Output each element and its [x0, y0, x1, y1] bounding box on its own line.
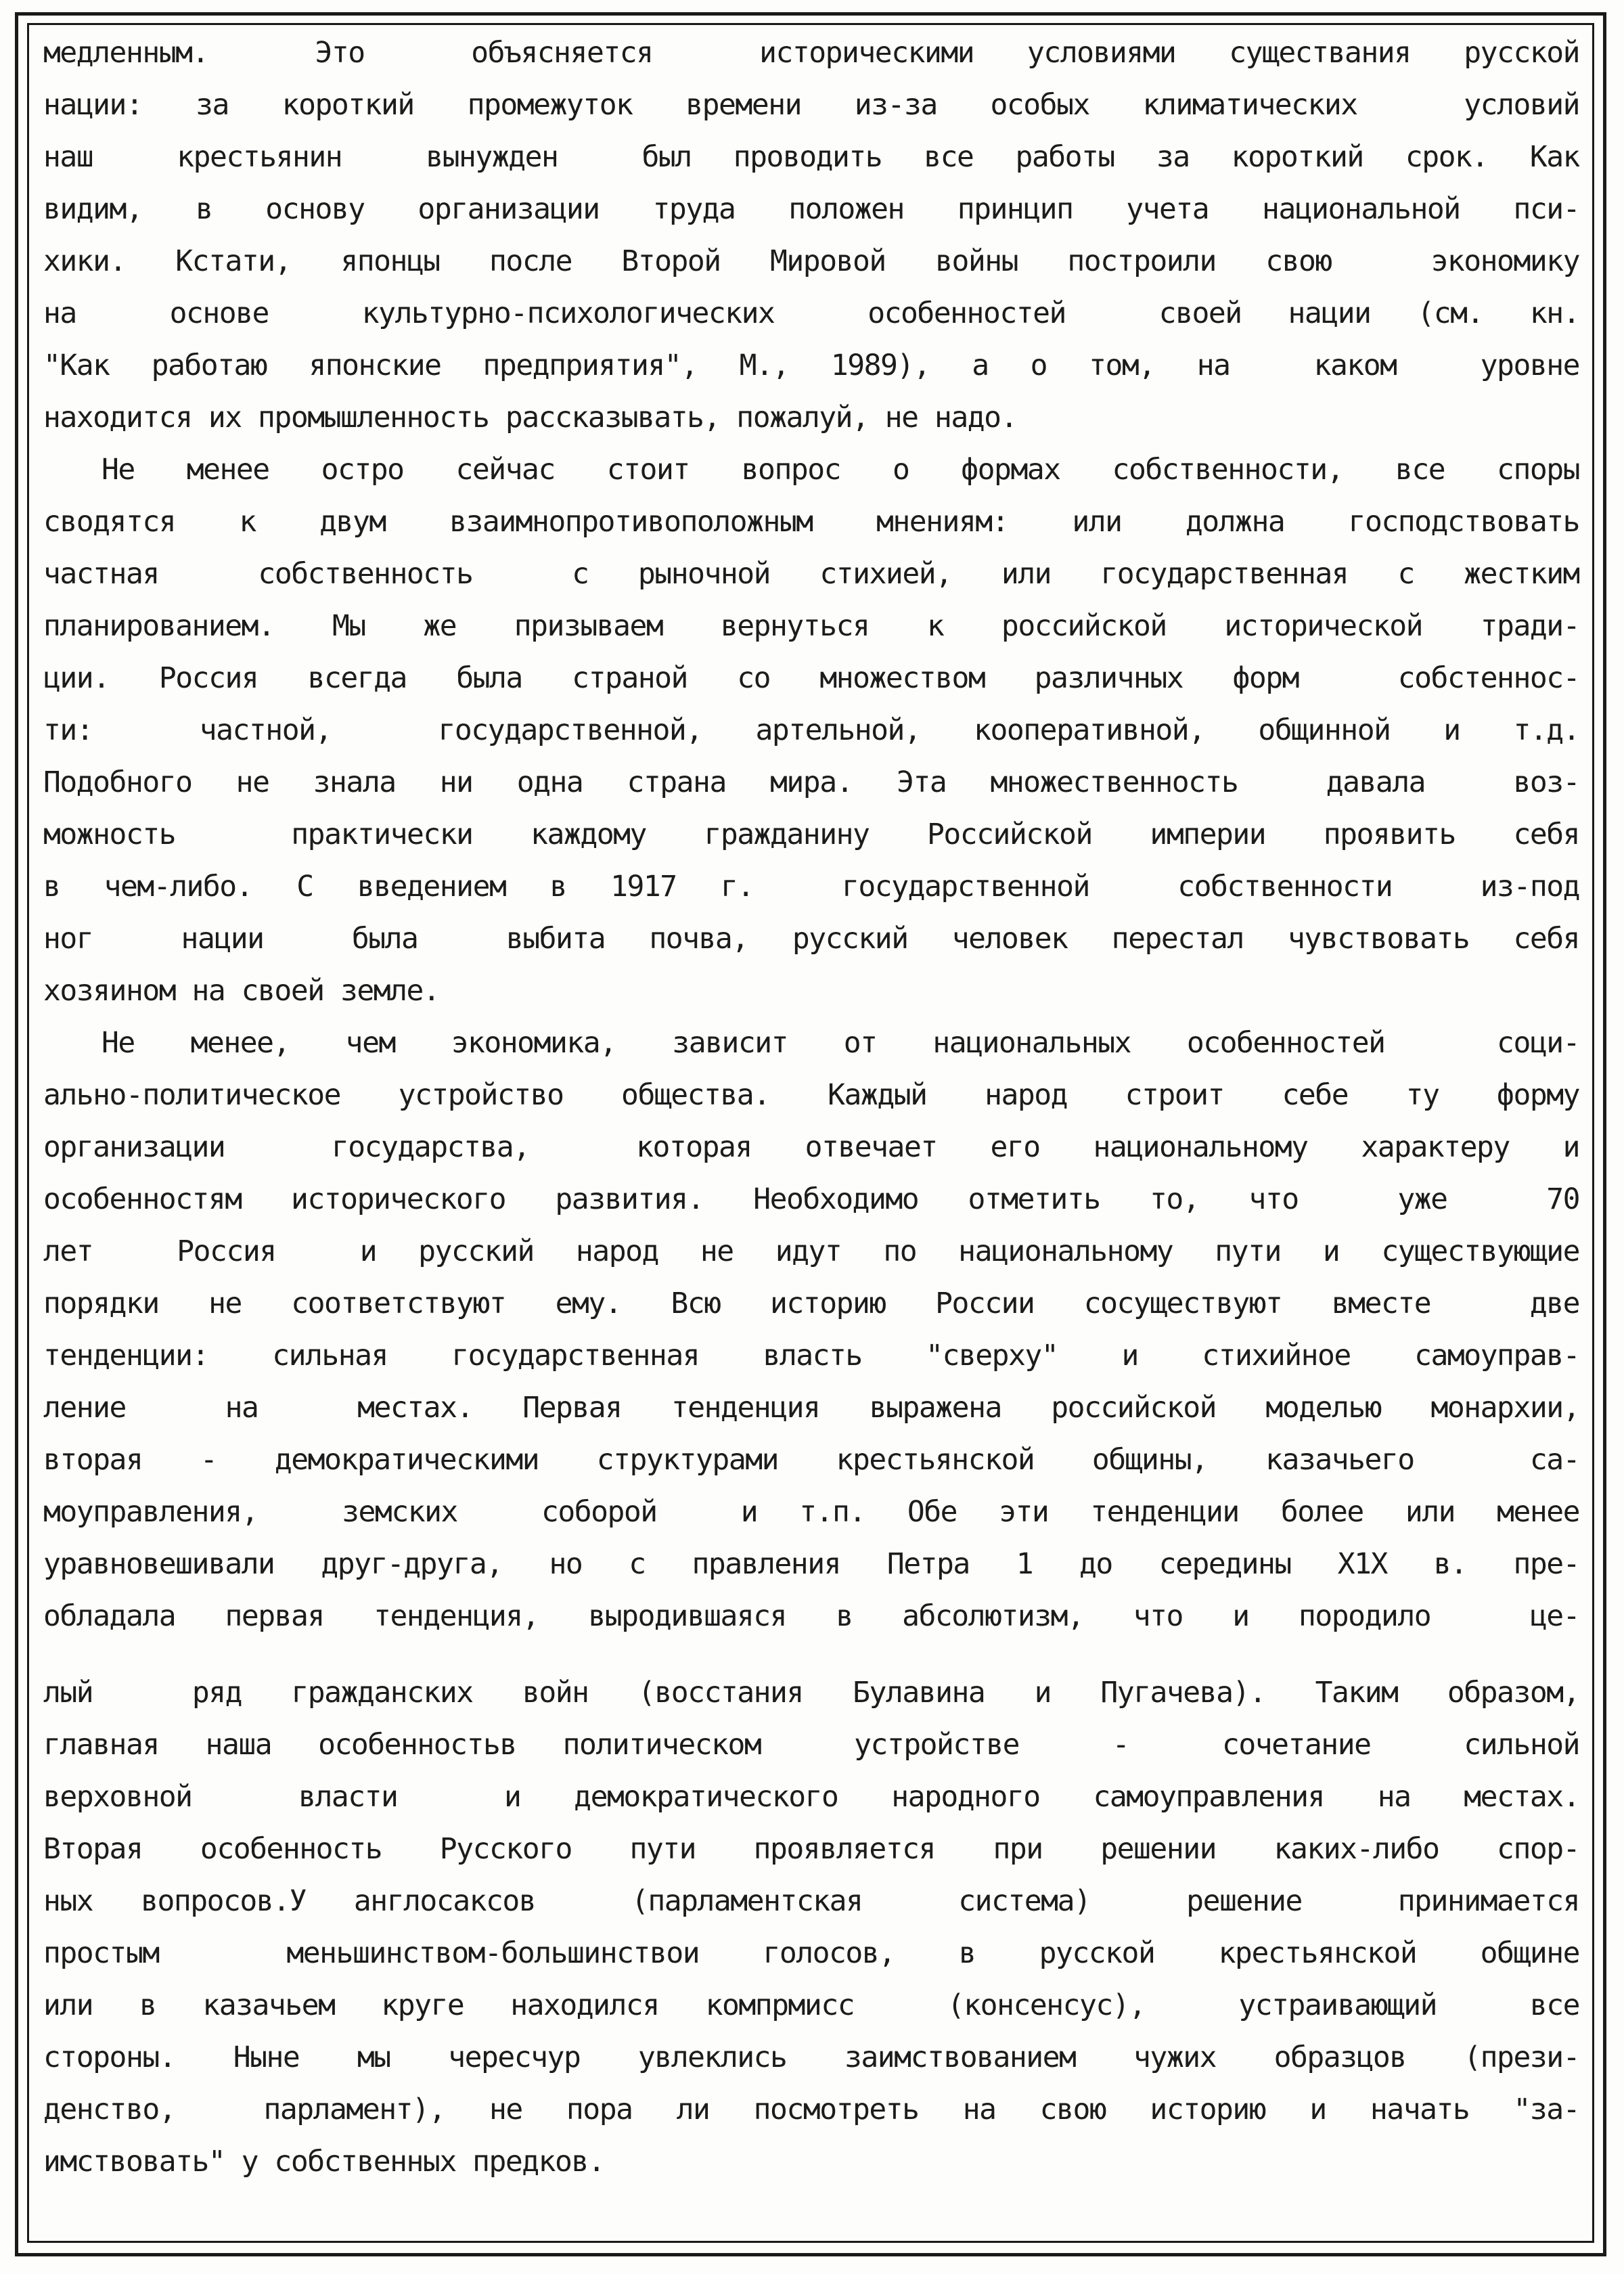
text-line: наш крестьянин вынужден был проводить все работы за короткий срок. Как: [43, 140, 1579, 174]
text-line: порядки не соответствуют ему. Всю историю России сосуществуют вместе две: [43, 1287, 1579, 1320]
text-line: на основе культурно-психологических особенностей своей нации (см. кн.: [43, 296, 1579, 330]
text-line: лый ряд гражданских войн (восстания Булавина и Пугачева). Таким образом,: [43, 1676, 1579, 1710]
text-block-lower: [43, 1667, 1579, 2188]
paragraph-start-line: Не менее остро сейчас стоит вопрос о формах собственности, все споры: [102, 453, 1579, 487]
text-line: ции. Россия всегда была страной со множеством различных форм собстеннос-: [43, 661, 1579, 695]
text-line: обладала первая тенденция, выродившаяся в абсолютизм, что и породило це-: [43, 1599, 1579, 1633]
text-line: ных вопросов.У англосаксов (парламентская система) решение принимается: [43, 1884, 1579, 1918]
text-line: денство, парламент), не пора ли посмотреть на свою историю и начать "за-: [43, 2093, 1579, 2126]
text-line: или в казачьем круге находился компрмисс (консенсус), устраивающий все: [43, 1988, 1579, 2022]
text-line: хозяином на своей земле.: [43, 974, 440, 1008]
text-line: Вторая особенность Русского пути проявляется при решении каких-либо спор-: [43, 1832, 1579, 1866]
text-line: планированием. Мы же призываем вернуться к российской исторической тради-: [43, 609, 1579, 643]
text-line: частная собственность с рыночной стихией, или государственная с жестким: [43, 557, 1579, 591]
text-line: можность практически каждому гражданину Российской империи проявить себя: [43, 818, 1579, 851]
text-line: простым меньшинством-большинствои голосов, в русской крестьянской общине: [43, 1936, 1579, 1970]
text-line: моуправления, земских соборой и т.п. Обе эти тенденции более или менее: [43, 1495, 1579, 1529]
text-line: ти: частной, государственной, артельной, кооперативной, общинной и т.д.: [43, 713, 1579, 747]
text-line: ног нации была выбита почва, русский человек перестал чувствовать себя: [43, 922, 1579, 956]
text-line: находится их промышленность рассказывать, пожалуй, не надо.: [43, 401, 1017, 434]
text-line: тенденции: сильная государственная власть "сверху" и стихийное самоуправ-: [43, 1339, 1579, 1373]
text-line: особенностям исторического развития. Необходимо отметить то, что уже 70: [43, 1182, 1579, 1216]
text-line: хики. Кстати, японцы после Второй Мировой войны построили свою экономику: [43, 244, 1579, 278]
text-line: нации: за короткий промежуток времени из-за особых климатических условий: [43, 88, 1579, 122]
text-block-upper: [43, 27, 1579, 1643]
text-line: стороны. Ныне мы чересчур увлеклись заимствованием чужих образцов (прези-: [43, 2041, 1579, 2074]
paragraph-start-line: Не менее, чем экономика, зависит от национальных особенностей соци-: [102, 1026, 1579, 1060]
text-line: ально-политическое устройство общества. Каждый народ строит себе ту форму: [43, 1078, 1579, 1112]
text-line: в чем-либо. С введением в 1917 г. государственной собственности из-под: [43, 870, 1579, 904]
text-line: верховной власти и демократического народного самоуправления на местах.: [43, 1780, 1579, 1814]
text-line: сводятся к двум взаимнопротивоположным мнениям: или должна господствовать: [43, 505, 1579, 539]
text-line: видим, в основу организации труда положен принцип учета национальной пси-: [43, 192, 1579, 226]
text-line: лет Россия и русский народ не идут по национальному пути и существующие: [43, 1234, 1579, 1268]
text-line: главная наша особенностьв политическом устройстве - сочетание сильной: [43, 1728, 1579, 1762]
text-line: медленным. Это объясняется историческими условиями существания русской: [43, 36, 1579, 70]
text-line: Подобного не знала ни одна страна мира. Эта множественность давала воз-: [43, 765, 1579, 799]
text-line: организации государства, которая отвечает его национальному характеру и: [43, 1130, 1579, 1164]
text-line: вторая - демократическими структурами крестьянской общины, казачьего са-: [43, 1443, 1579, 1477]
text-line: уравновешивали друг-друга, но с правления Петра 1 до середины Х1Х в. пре-: [43, 1547, 1579, 1581]
text-line: "Как работаю японские предприятия", М., 1989), а о том, на каком уровне: [43, 349, 1579, 382]
text-line: ление на местах. Первая тенденция выражена российской моделью монархии,: [43, 1391, 1579, 1425]
text-line: имствовать" у собственных предков.: [43, 2145, 605, 2179]
